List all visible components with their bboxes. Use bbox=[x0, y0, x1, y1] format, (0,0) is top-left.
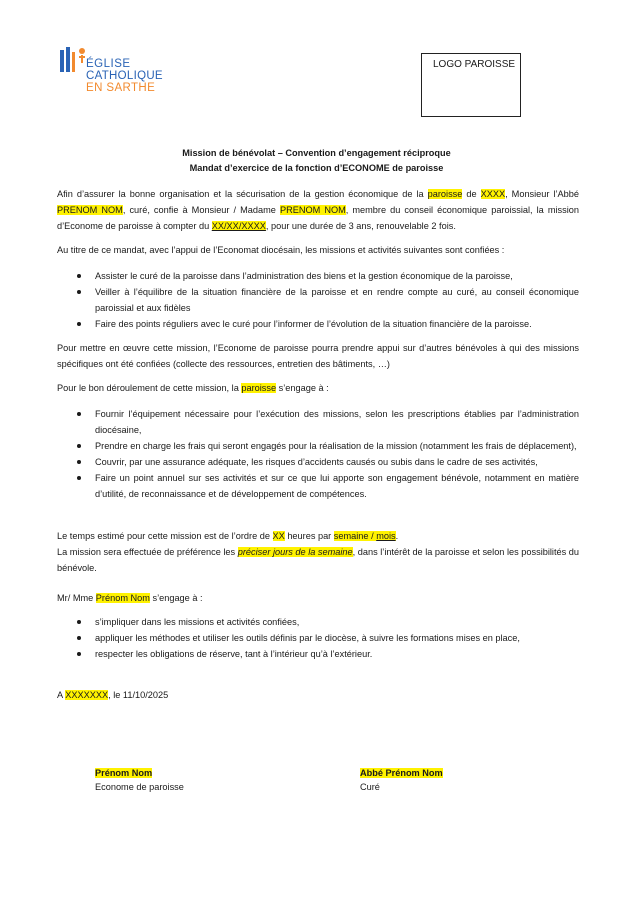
list-item: Prendre en charge les frais qui seront engagés pour la réalisation de la mission (notamment les frais de déplacement), bbox=[57, 438, 579, 454]
document-title: Mission de bénévolat – Convention d’engagement réciproque bbox=[182, 148, 451, 158]
list-item: Faire des points réguliers avec le curé pour l’informer de l’évolution de la situation financière de la paroisse. bbox=[57, 316, 579, 332]
bullet-icon bbox=[77, 652, 81, 656]
bullet-icon bbox=[77, 274, 81, 278]
parish-commitments-list bbox=[57, 406, 579, 502]
parish-logo-placeholder: LOGO PAROISSE bbox=[421, 53, 521, 117]
bullet-icon bbox=[77, 476, 81, 480]
volunteer-commitments-list bbox=[57, 614, 579, 662]
support-paragraph: Pour mettre en œuvre cette mission, l’Econome de paroisse pourra prendre appui sur d’autres bénévoles à qui des missions spécifiques ont été confiées (collecte des ressources, entretien des bâtiments, …) bbox=[57, 343, 579, 369]
highlight-paroisse: paroisse bbox=[427, 189, 463, 199]
missions-list bbox=[57, 268, 579, 332]
time-paragraph: Le temps estimé pour cette mission est de l’ordre de XX heures par semaine / mois. La mission sera effectuée de préférence les préciser jours de la semaine, dans l’intérêt de la paroisse et selon les possibilités du bénévole. bbox=[57, 531, 580, 573]
list-item: Faire un point annuel sur ses activités et sur ce que lui apporte son engagement bénévole, notamment en matière d’utilité, de reconnaissance et de développement de compétences. bbox=[57, 470, 579, 502]
highlight-paroisse: paroisse bbox=[241, 383, 277, 393]
list-item: Couvrir, par une assurance adéquate, les risques d’accidents causés ou subis dans le cadre de ses activités, bbox=[57, 454, 579, 470]
bullet-icon bbox=[77, 290, 81, 294]
signature-cure bbox=[360, 766, 443, 794]
highlight-place: XXXXXXX bbox=[65, 690, 109, 700]
logo-line-3: EN SARTHE bbox=[86, 82, 156, 94]
highlight-parish-name: XXXX bbox=[480, 189, 506, 199]
signature-role: Econome de paroisse bbox=[95, 782, 184, 792]
logo-line-1: ÉGLISE bbox=[86, 58, 131, 70]
document-subtitle: Mandat d’exercice de la fonction d’ECONOME de paroisse bbox=[189, 163, 444, 173]
list-item: Fournir l’équipement nécessaire pour l’exécution des missions, selon les prescriptions établies par l’administration diocésaine, bbox=[57, 406, 579, 438]
list-item: respecter les obligations de réserve, tant à l’intérieur qu’à l’extérieur. bbox=[57, 646, 579, 662]
highlight-period: semaine / mois bbox=[333, 531, 396, 541]
bullet-icon bbox=[77, 620, 81, 624]
highlight-econome-name: PRENOM NOM bbox=[279, 205, 346, 215]
highlight-start-date: XX/XX/XXXX bbox=[211, 221, 266, 231]
list-item: appliquer les méthodes et utiliser les outils définis par le diocèse, à suivre les formations mises en place, bbox=[57, 630, 579, 646]
intro-paragraph: Afin d’assurer la bonne organisation et la sécurisation de la gestion économique de la paroisse de XXXX, Monsieur l’Abbé PRENOM NOM, curé, confie à Monsieur / Madame PRENOM NOM, membre du conseil économique paroissial, la mission d’Econome de paroisse à compter du XX/XX/XXXX, pour une durée de 3 ans, renouvelable 2 fois. bbox=[57, 189, 580, 231]
bullet-icon bbox=[77, 412, 81, 416]
highlight-volunteer-name: Prénom Nom bbox=[95, 593, 150, 603]
bullet-icon bbox=[77, 322, 81, 326]
signature-econome bbox=[95, 766, 184, 794]
logo-line-2: CATHOLIQUE bbox=[86, 70, 163, 82]
diocese-logo bbox=[58, 44, 178, 104]
list-item: Veiller à l’équilibre de la situation financière de la paroisse et en rendre compte au curé, au conseil économique paroissial et aux fidèles bbox=[57, 284, 579, 316]
date-line: A XXXXXXX, le 11/10/2025 bbox=[57, 690, 169, 700]
list-item: Assister le curé de la paroisse dans l’administration des biens et la gestion économique de la paroisse, bbox=[57, 268, 579, 284]
list-item: s’impliquer dans les missions et activités confiées, bbox=[57, 614, 579, 630]
bullet-icon bbox=[77, 460, 81, 464]
highlight-hours: XX bbox=[272, 531, 285, 541]
highlight-priest-name: PRENOM NOM bbox=[57, 205, 123, 215]
bullet-icon bbox=[77, 636, 81, 640]
mandate-intro: Au titre de ce mandat, avec l’appui de l’Economat diocésain, les missions et activités suivantes sont confiées : bbox=[57, 245, 505, 255]
volunteer-commitment-intro: Mr/ Mme Prénom Nom s’engage à : bbox=[57, 593, 203, 603]
highlight-days: préciser jours de la semaine bbox=[237, 547, 353, 557]
signature-name: Prénom Nom bbox=[95, 768, 153, 778]
signature-name: Abbé Prénom Nom bbox=[360, 768, 443, 778]
bullet-icon bbox=[77, 444, 81, 448]
signature-role: Curé bbox=[360, 782, 380, 792]
parish-commitment-intro: Pour le bon déroulement de cette mission, la paroisse s’engage à : bbox=[57, 383, 329, 393]
